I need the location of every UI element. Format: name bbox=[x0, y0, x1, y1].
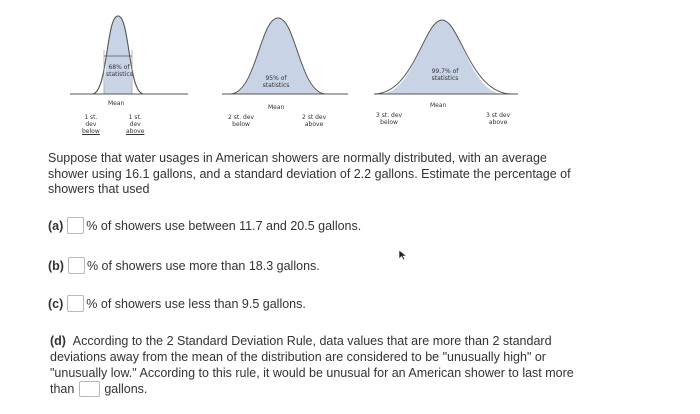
mean-label: Mean bbox=[108, 100, 125, 107]
part-c bbox=[48, 295, 306, 312]
figure-99-7-percent bbox=[372, 10, 522, 140]
part-b bbox=[48, 257, 320, 274]
pct-label: 95% of statistics bbox=[262, 75, 290, 89]
bell-curve-3 bbox=[372, 10, 522, 100]
part-a-text: % of showers use between 11.7 and 20.5 gallons. bbox=[86, 218, 362, 233]
figure-68-percent bbox=[68, 10, 190, 140]
mean-label: Mean bbox=[268, 104, 285, 111]
right-sd-label: 1 st. dev above bbox=[126, 114, 145, 135]
part-a bbox=[48, 217, 361, 234]
part-c-letter: (c) bbox=[48, 296, 64, 311]
right-sd-label: 3 st dev above bbox=[486, 112, 511, 126]
bell-curve-1 bbox=[68, 10, 190, 100]
figure-95-percent bbox=[220, 10, 350, 140]
left-sd-label: 1 st. dev below bbox=[82, 114, 100, 135]
part-b-text: % of showers use more than 18.3 gallons. bbox=[86, 258, 320, 273]
mean-label: Mean bbox=[430, 102, 447, 109]
part-d bbox=[50, 333, 590, 397]
part-a-answer-input[interactable] bbox=[67, 217, 84, 234]
left-sd-label: 3 st. dev below bbox=[376, 112, 403, 126]
part-d-text-before: According to the 2 Standard Deviation Rule, data values that are more than 2 standard deviations away from the mean of the distribution are considered to be "unusually high" or "unusually low." According to this rule, it would be unusual for an American shower to last more than bbox=[50, 334, 574, 396]
left-sd-label: 2 st. dev below bbox=[228, 114, 255, 128]
question-text: Suppose that water usages in American showers are normally distributed, with an average shower using 16.1 gallons, and a standard deviation of 2.2 gallons. Estimate the percentage of showers that used bbox=[48, 151, 571, 196]
part-d-answer-input[interactable] bbox=[79, 381, 100, 397]
part-c-answer-input[interactable] bbox=[67, 295, 84, 312]
pct-label: 99.7% of statistics bbox=[431, 68, 459, 82]
part-c-text: % of showers use less than 9.5 gallons. bbox=[86, 296, 306, 311]
part-b-letter: (b) bbox=[48, 258, 64, 273]
mouse-cursor-icon bbox=[398, 249, 408, 261]
part-d-text-after: gallons. bbox=[104, 382, 148, 396]
part-b-answer-input[interactable] bbox=[68, 257, 85, 274]
right-sd-label: 2 st dev above bbox=[302, 114, 327, 128]
normal-curves-panel bbox=[0, 0, 700, 140]
pct-label: 68% of statistics bbox=[106, 64, 133, 78]
part-d-letter: (d) bbox=[50, 334, 66, 348]
part-a-letter: (a) bbox=[48, 218, 64, 233]
